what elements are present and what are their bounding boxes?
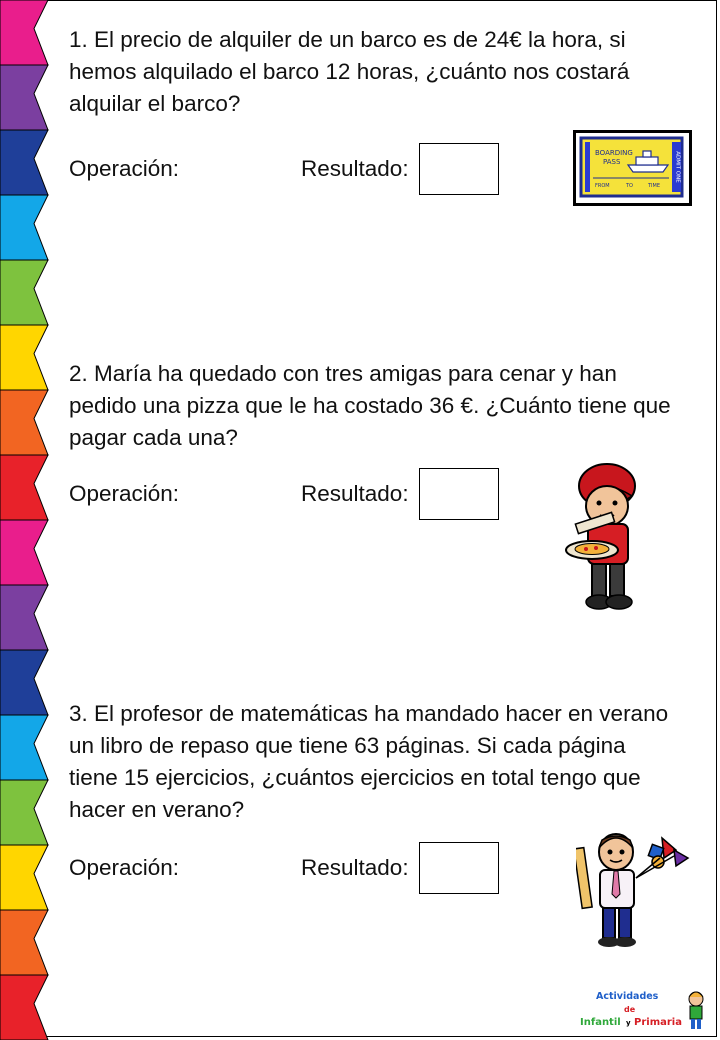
stripe-segment <box>0 65 48 130</box>
stripe-segment <box>0 715 48 780</box>
actividades-logo <box>578 985 713 1033</box>
stripe-segment <box>0 325 48 390</box>
answer-box-2[interactable] <box>419 468 499 520</box>
logo-line3b: y <box>626 1019 631 1027</box>
boarding-pass-icon <box>573 130 693 208</box>
logo-line1: Actividades <box>596 991 659 1002</box>
ticket-time: TIME <box>648 183 661 189</box>
answer-box-1[interactable] <box>419 143 499 195</box>
result-label-1: Resultado: <box>301 156 409 181</box>
stripe-segment <box>0 780 48 845</box>
stripe-segment <box>0 520 48 585</box>
stripe-segment <box>0 130 48 195</box>
pizza-delivery-boy-icon <box>562 462 654 614</box>
problem-2-text: 2. María ha quedado con tres amigas para cenar y han pedido una pizza que le ha costado 36 €. ¿Cuánto tiene que pagar cada una? <box>69 361 671 450</box>
operation-label-3: Operación: <box>69 855 180 880</box>
ticket-title-line2: PASS <box>603 158 621 166</box>
ticket-to: TO <box>626 183 633 189</box>
problem-1-text: 1. El precio de alquiler de un barco es de 24€ la hora, si hemos alquilado el barco 12 horas, ¿cuánto nos costará alquilar el barco? <box>69 27 630 116</box>
operation-label-1: Operación: <box>69 156 180 181</box>
rainbow-zigzag-border <box>0 0 50 1040</box>
stripe-segment <box>0 910 48 975</box>
answer-box-3[interactable] <box>419 842 499 894</box>
stripe-segment <box>0 845 48 910</box>
result-label-2: Resultado: <box>301 481 409 506</box>
ticket-stub-text: ADMIT ONE <box>674 151 681 183</box>
stripe-segment <box>0 0 48 65</box>
logo-line2: de <box>624 1005 636 1014</box>
stripe-segment <box>0 195 48 260</box>
stripe-segment <box>0 390 48 455</box>
math-teacher-icon <box>576 828 692 952</box>
logo-line3c: Primaria <box>634 1017 682 1028</box>
result-label-3: Resultado: <box>301 855 409 880</box>
stripe-segment <box>0 650 48 715</box>
logo-line3a: Infantil <box>580 1017 621 1028</box>
stripe-segment <box>0 975 48 1040</box>
problem-3-text: 3. El profesor de matemáticas ha mandado hacer en verano un libro de repaso que tiene 63 páginas. Si cada página tiene 15 ejercicios, ¿cuántos ejercicios en total tengo que hacer en verano? <box>69 701 669 822</box>
ticket-title-line1: BOARDING <box>595 149 633 157</box>
ticket-from: FROM <box>595 183 610 189</box>
stripe-segment <box>0 455 48 520</box>
operation-label-2: Operación: <box>69 481 180 506</box>
stripe-segment <box>0 585 48 650</box>
stripe-segment <box>0 260 48 325</box>
